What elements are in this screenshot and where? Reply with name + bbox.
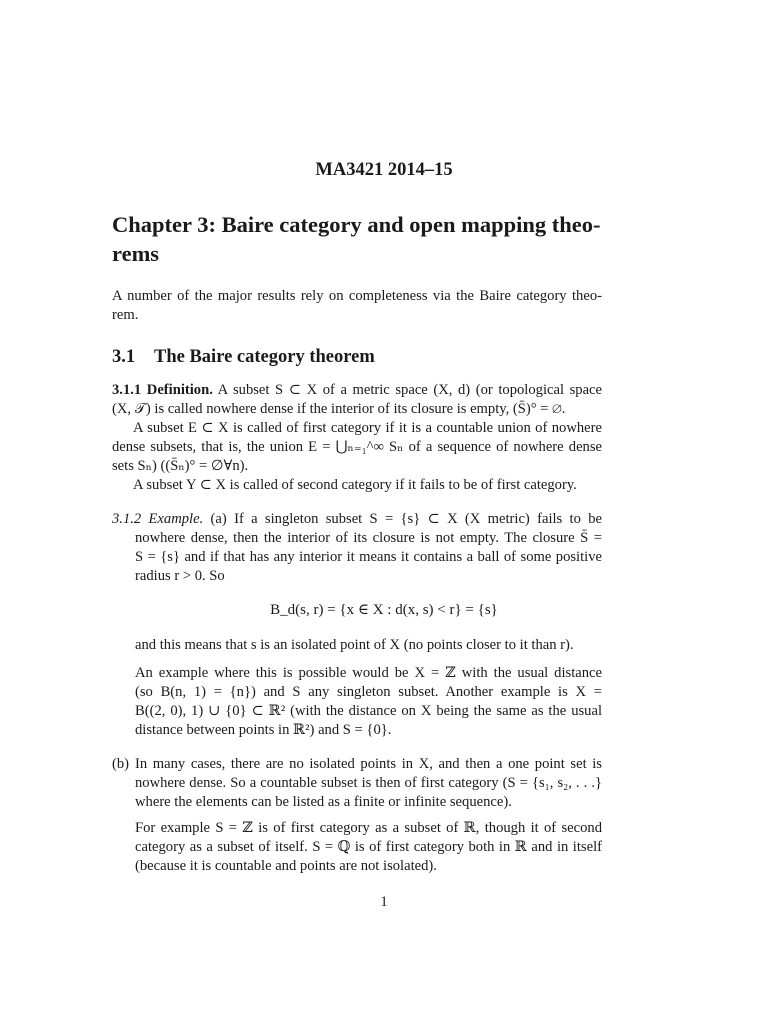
example-line: category as a subset of itself. S = ℚ is of first category both in ℝ and in itself [135,839,602,855]
display-equation: B_d(s, r) = {x ∈ X : d(x, s) < r} = {s} [270,602,498,618]
example-line: (because it is countable and points are not isolated). [135,858,437,874]
example-label: 3.1.2 Example. [112,511,204,527]
chapter-title-line-1: Chapter 3: Baire category and open mapping theo- [112,212,601,237]
example-line: nowhere dense. So a countable subset is then of first category (S = {s₁, s₂, . . .} [135,775,602,791]
intro-paragraph [112,287,602,325]
definition-block [112,381,602,495]
example-line: where the elements can be listed as a finite or infinite sequence). [135,794,512,810]
example-line: S = {s} and if that has any interior it means it contains a ball of some positive [135,549,602,565]
definition-line: dense subsets, that is, the union E = ⋃ₙ₌₁^∞ Sₙ of a sequence of nowhere dense [112,439,602,455]
page-number: 1 [380,894,388,910]
example-part-a [112,510,602,586]
example-part-b [112,755,602,812]
intro-line: rem. [112,307,139,323]
definition-label: 3.1.1 Definition. [112,382,213,398]
chapter-title-line-2: rems [112,241,160,266]
example-line: For example S = ℤ is of first category as a subset of ℝ, though it of second [135,820,602,836]
example-line: radius r > 0. So [135,568,225,584]
course-title: MA3421 2014–15 [315,160,453,180]
section-title: The Baire category theorem [154,347,375,367]
example-part-a-paragraph-2 [112,664,602,740]
chapter-title [112,210,607,268]
section-number: 3.1 [112,347,136,367]
example-line: An example where this is possible would be X = ℤ with the usual distance [135,665,602,681]
example-line: and this means that s is an isolated point of X (no points closer to it than r). [135,637,574,653]
part-b-label: (b) [112,756,130,772]
definition-line: A subset Y ⊂ X is called of second category if it fails to be of first category. [133,477,577,493]
section-heading [112,347,602,368]
definition-line: A subset E ⊂ X is called of first category if it is a countable union of nowhere [133,420,602,436]
intro-line: A number of the major results rely on completeness via the Baire category theo- [112,288,602,304]
definition-line: 3.1.1 Definition. A subset S ⊂ X of a metric space (X, d) (or topological space [112,382,603,398]
example-line: nowhere dense, then the interior of its closure is not empty. The closure S̄ = [135,530,602,546]
example-line: In many cases, there are no isolated points in X, and then a one point set is [135,756,602,772]
example-line: B((2, 0), 1) ∪ {0} ⊂ ℝ² (with the distance on X being the same as the usual [135,703,602,719]
example-line: (so B(n, 1) = {n}) and S any singleton subset. Another example is X = [135,684,602,700]
part-a-label: (a) [210,511,227,527]
example-part-a-continued [112,636,602,655]
example-line: distance between points in ℝ²) and S = {0}. [135,722,392,738]
definition-line: sets Sₙ) ((S̄ₙ)° = ∅∀n). [112,458,249,474]
example-line: 3.1.2 Example. (a) If a singleton subset S = {s} ⊂ X (X metric) fails to be [112,511,602,527]
definition-line: (X, 𝒯) is called nowhere dense if the interior of its closure is empty, (S̄)° = ∅. [112,401,566,417]
example-part-b-paragraph-2 [112,819,602,876]
